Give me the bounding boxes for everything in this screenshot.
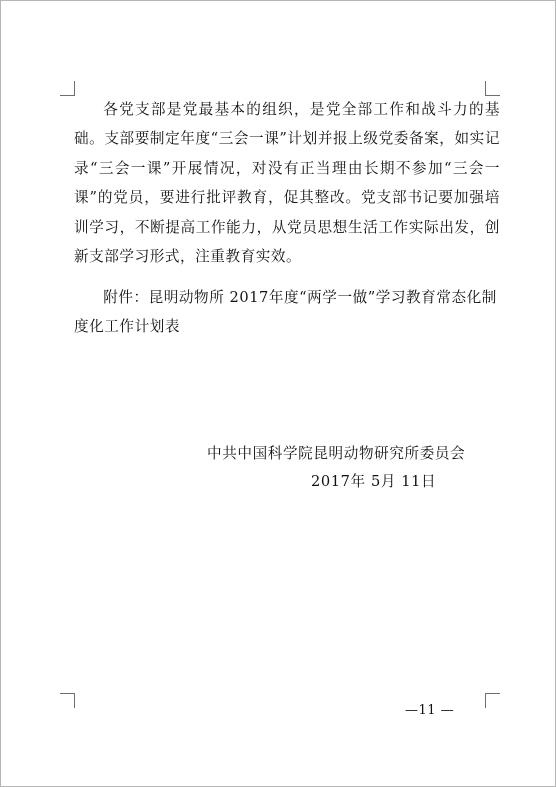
page-number: —11 —	[405, 703, 455, 718]
top-left-margin-mark	[60, 81, 75, 96]
body-paragraph: 各党支部是党最基本的组织，是党全部工作和战斗力的基础。支部要制定年度“三会一课”计划并报上级党委备案，如实记录“三会一课”开展情况，对没有正当理由长期不参加“三会一课”的党员，要进行批评教育，促其整改。党支部书记要加强培训学习，不断提高工作能力，从党员思想生活工作实际出发，创新支部学习形式，注重教育实效。	[74, 101, 500, 266]
bottom-right-margin-mark	[485, 693, 500, 708]
body-text	[74, 95, 500, 271]
bottom-left-margin-mark	[60, 693, 75, 708]
signature-organization: 中共中国科学院昆明动物研究所委员会	[207, 445, 466, 462]
attachment-line: 附件：昆明动物所 2017年度“两学一做”学习教育常态化制度化工作计划表	[74, 289, 497, 336]
top-right-margin-mark	[485, 81, 500, 96]
signature-date: 2017年 5月 11日	[311, 473, 437, 490]
